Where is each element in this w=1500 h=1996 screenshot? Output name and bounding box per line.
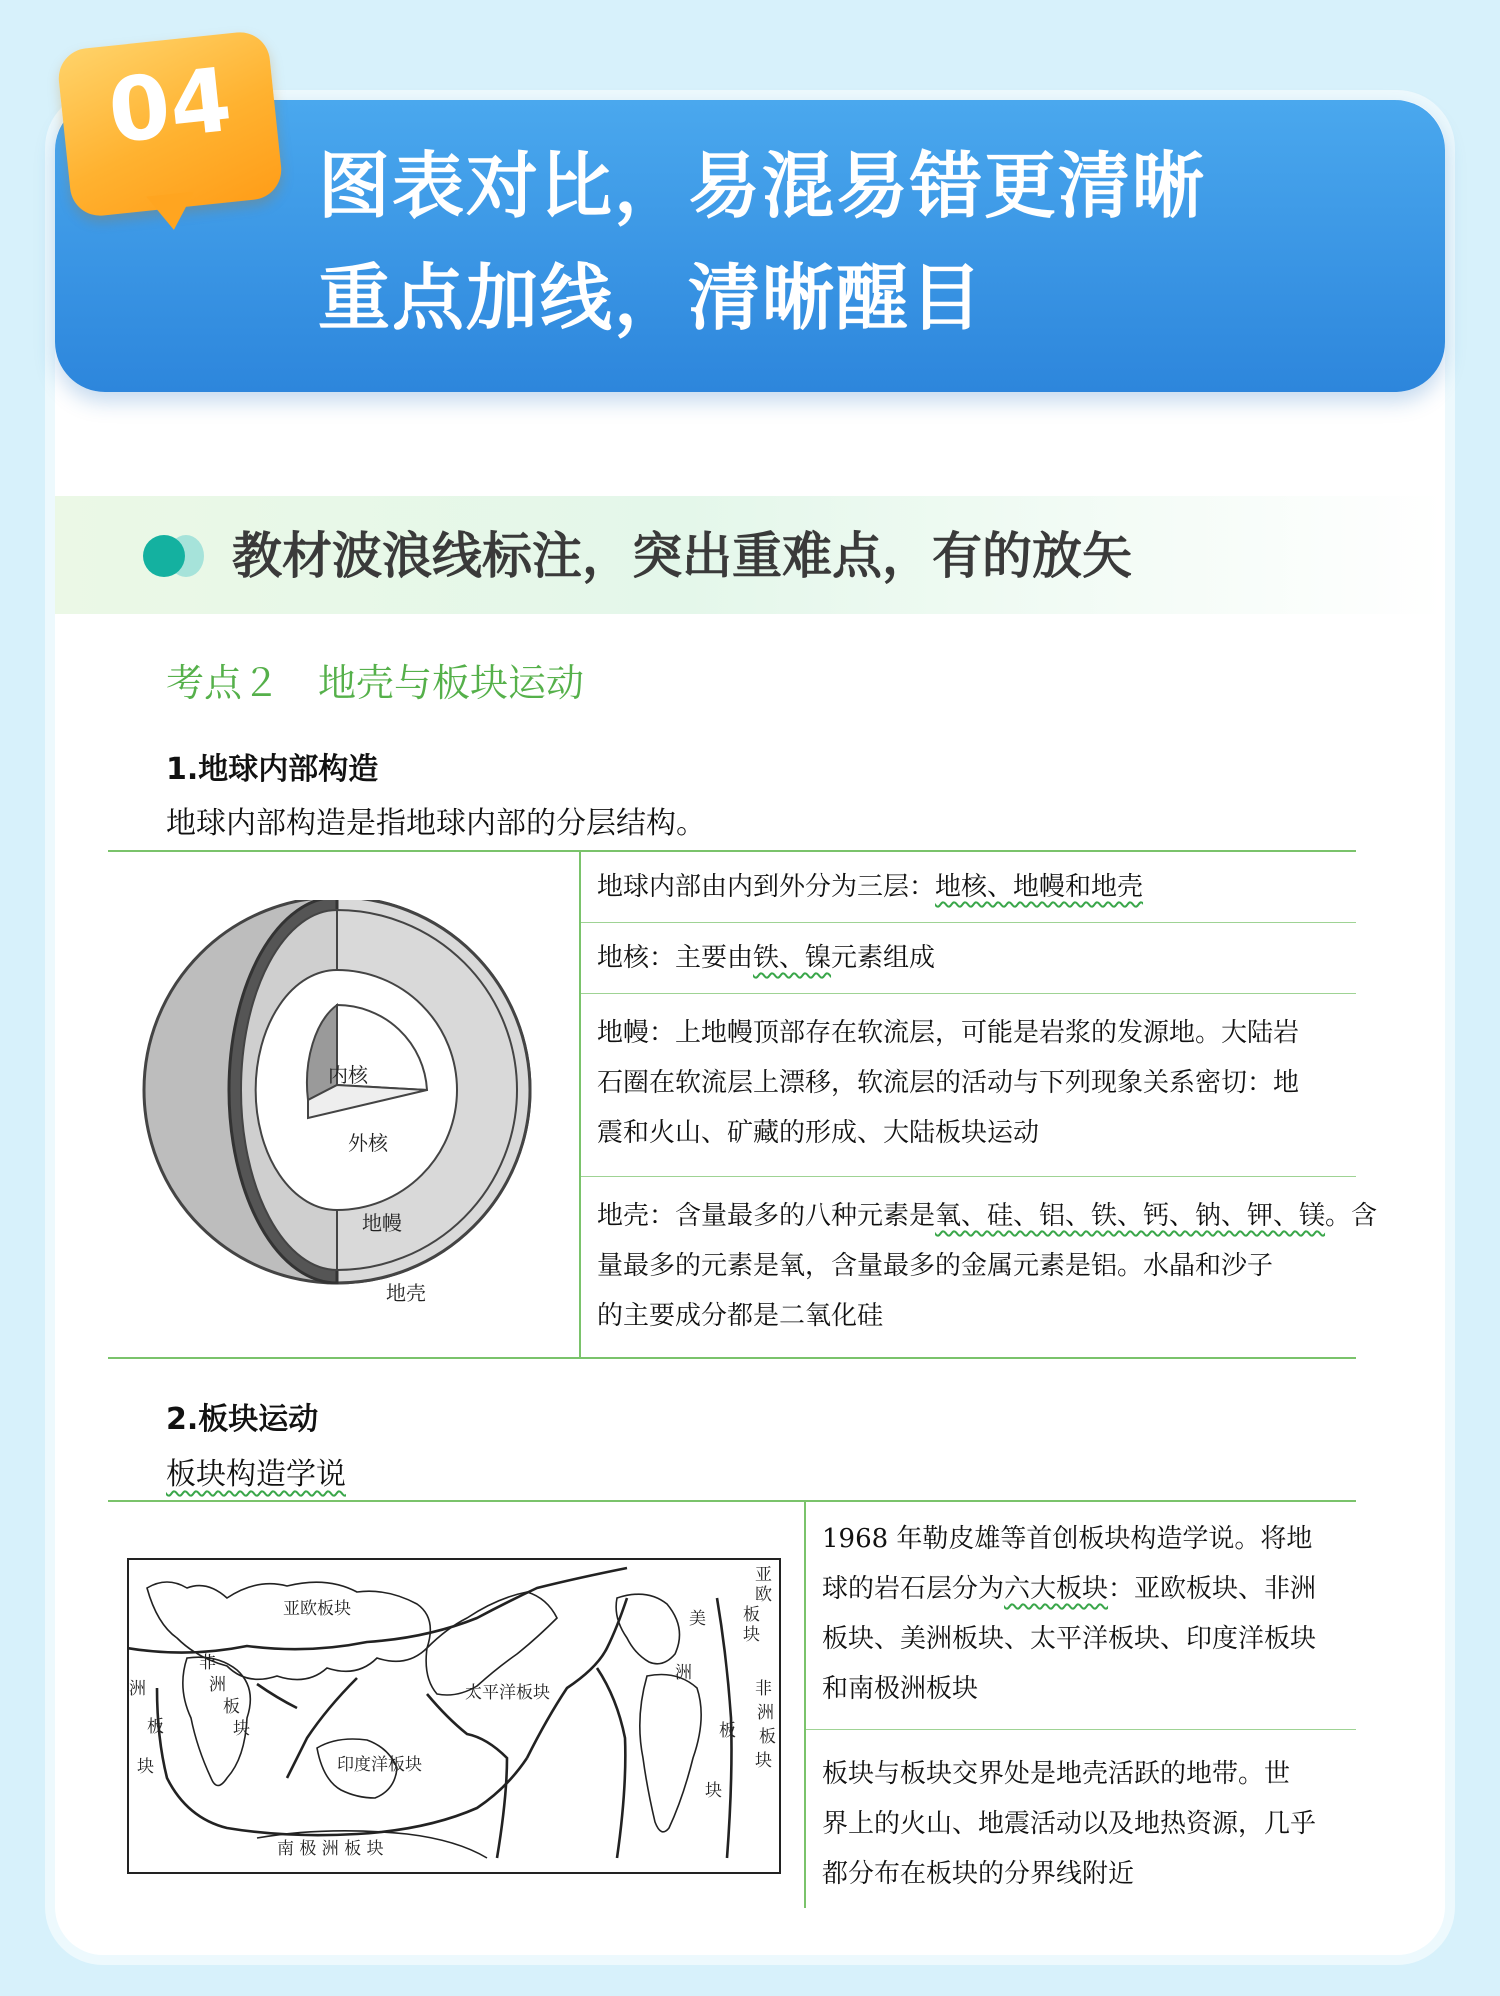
map-label-indian: 印度洋板块 xyxy=(337,1755,422,1775)
t2-row1-line4: 和南极洲板块 xyxy=(822,1674,979,1704)
row3-line2: 石圈在软流层上漂移，软流层的活动与下列现象关系密切：地 xyxy=(597,1068,1300,1098)
table1-row3 xyxy=(597,1008,1299,1158)
table2-row2 xyxy=(822,1749,1316,1899)
t2-row2-line2: 界上的火山、地震活动以及地热资源，几乎 xyxy=(822,1809,1317,1839)
section-title: 教材波浪线标注，突出重难点，有的放矢 xyxy=(232,527,1132,585)
table1-row4 xyxy=(597,1191,1377,1341)
table2-top-border xyxy=(108,1500,1356,1502)
table1-row1 xyxy=(597,862,1143,912)
africa-left-char: 板 xyxy=(147,1717,164,1737)
label-outer-core: 外核 xyxy=(348,1131,388,1155)
label-mantle: 地幔 xyxy=(362,1211,402,1235)
row4-line3: 的主要成分都是二氧化硅 xyxy=(597,1301,884,1331)
badge-number: 04 xyxy=(103,47,237,164)
t2-row1-prefix: 球的岩石层分为 xyxy=(822,1574,1005,1604)
t2-row2-line1: 板块与板块交界处是地壳活跃的地带。世 xyxy=(822,1759,1291,1789)
table1-top-border xyxy=(108,850,1356,852)
africa-char: 块 xyxy=(233,1719,250,1739)
row4-line2: 量最多的元素是氧，含量最多的金属元素是铝。水晶和沙子 xyxy=(597,1251,1274,1281)
africa-right-char: 板 xyxy=(759,1727,776,1747)
africa-right-char: 洲 xyxy=(757,1703,774,1723)
america-char: 块 xyxy=(705,1781,722,1801)
africa-right-char: 非 xyxy=(755,1679,772,1699)
table1-bottom-border xyxy=(108,1357,1356,1359)
row4-line1 xyxy=(597,1191,1377,1241)
header-title-line1: 图表对比，易混易错更清晰 xyxy=(318,144,1207,228)
row4-suffix: 。含 xyxy=(1325,1201,1378,1231)
section-bullet-icon xyxy=(143,535,185,577)
badge-tail xyxy=(146,192,198,233)
table1-row-sep xyxy=(581,922,1356,923)
table2-row-sep xyxy=(806,1729,1356,1730)
row2-wavy: 铁、镍 xyxy=(753,943,832,973)
africa-char: 非 xyxy=(199,1653,216,1673)
map-label-antarctic: 南 极 洲 板 块 xyxy=(277,1839,384,1859)
row3-line3: 震和火山、矿藏的形成、大陆板块运动 xyxy=(597,1118,1040,1148)
map-label-eurasia: 亚欧板块 xyxy=(283,1599,351,1619)
label-crust: 地壳 xyxy=(386,1281,426,1305)
eurasia-right-char: 欧 xyxy=(755,1585,772,1605)
america-char: 洲 xyxy=(675,1663,692,1683)
t2-row1-wavy: 六大板块 xyxy=(1004,1574,1109,1604)
label-inner-core: 内核 xyxy=(328,1063,368,1087)
row1-wavy: 地核、地幔和地壳 xyxy=(935,872,1144,902)
part2-heading: 2.板块运动 xyxy=(166,1402,319,1437)
header-title-line2: 重点加线，清晰醒目 xyxy=(318,256,985,340)
table1-row-sep xyxy=(581,993,1356,994)
america-char: 板 xyxy=(719,1721,736,1741)
africa-left-char: 块 xyxy=(137,1757,154,1777)
row4-prefix: 地壳：含量最多的八种元素是 xyxy=(597,1201,936,1231)
t2-row1-line1: 1968 年勒皮雄等首创板块构造学说。将地 xyxy=(822,1524,1313,1554)
kaodian-title: 考点２ 地壳与板块运动 xyxy=(166,661,585,705)
part2-subheading: 板块构造学说 xyxy=(166,1457,346,1492)
eurasia-right-char: 块 xyxy=(743,1625,760,1645)
row1-text: 地球内部由内到外分为三层： xyxy=(597,872,936,902)
eurasia-right-char: 板 xyxy=(743,1605,760,1625)
america-char: 美 xyxy=(689,1609,706,1629)
earth-structure-diagram xyxy=(140,900,540,1320)
africa-right-char: 块 xyxy=(755,1751,772,1771)
row3-line1: 地幔：上地幔顶部存在软流层，可能是岩浆的发源地。大陆岩 xyxy=(597,1018,1300,1048)
table2-divider xyxy=(804,1500,806,1908)
table1-row2 xyxy=(597,933,935,983)
map-label-pacific: 太平洋板块 xyxy=(465,1683,550,1703)
table2-row1 xyxy=(822,1514,1316,1714)
t2-row1-line3: 板块、美洲板块、太平洋板块、印度洋板块 xyxy=(822,1624,1317,1654)
table1-divider xyxy=(579,850,581,1359)
row2-suffix: 元素组成 xyxy=(831,943,936,973)
eurasia-right-char: 亚 xyxy=(755,1565,772,1585)
africa-left-char: 洲 xyxy=(129,1679,146,1699)
t2-row2-line3: 都分布在板块的分界线附近 xyxy=(822,1859,1135,1889)
table1-row-sep xyxy=(581,1176,1356,1177)
plate-tectonics-map xyxy=(127,1558,781,1874)
row2-text: 地核：主要由 xyxy=(597,943,754,973)
africa-char: 洲 xyxy=(209,1675,226,1695)
part1-intro: 地球内部构造是指地球内部的分层结构。 xyxy=(166,806,706,841)
t2-row1-line2 xyxy=(822,1564,1316,1614)
t2-row1-suffix: ：亚欧板块、非洲 xyxy=(1108,1574,1317,1604)
africa-char: 板 xyxy=(223,1697,240,1717)
part1-heading: 1.地球内部构造 xyxy=(166,752,379,787)
row4-wavy: 氧、硅、铝、铁、钙、钠、钾、镁 xyxy=(935,1201,1326,1231)
